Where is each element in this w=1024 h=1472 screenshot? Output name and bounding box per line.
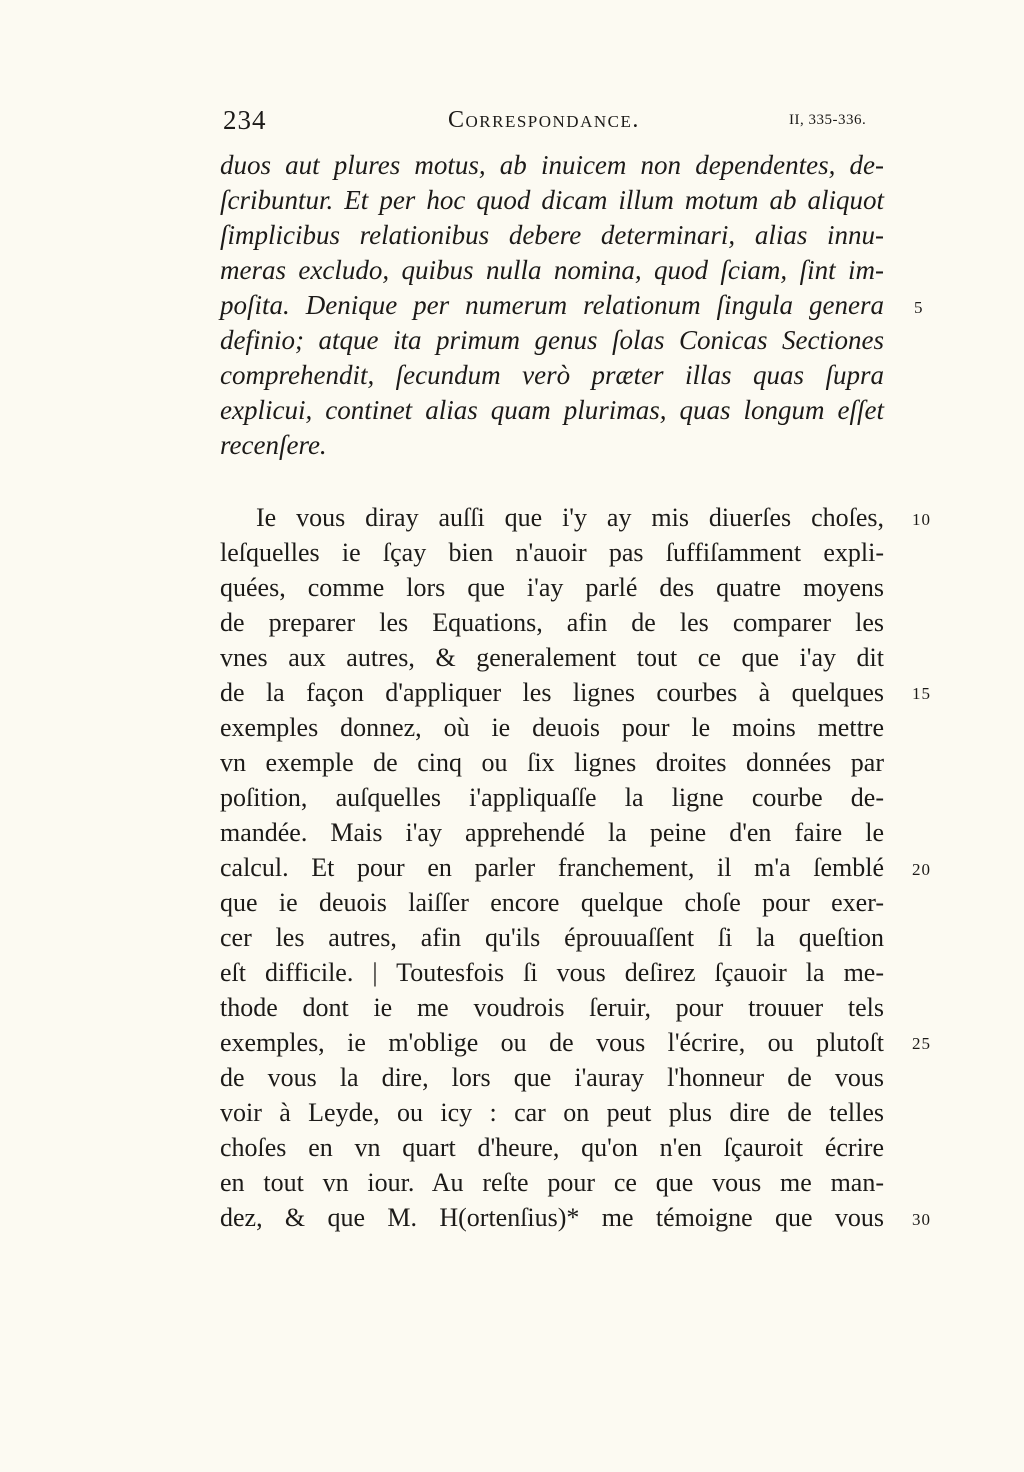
text-line: poſition, auſquelles i'appliquaſſe la ligne courbe de- xyxy=(220,783,884,812)
text-line: vnes aux autres, & generalement tout ce que i'ay dit xyxy=(220,643,884,672)
text-line: ſcribuntur. Et per hoc quod dicam illum motum ab aliquot xyxy=(220,185,884,215)
text-line: Ie vous diray auſſi que i'y ay mis diuerſes choſes, xyxy=(256,503,884,532)
text-line: calcul. Et pour en parler franchement, il m'a ſemblé xyxy=(220,853,884,882)
line-number: 25 xyxy=(912,1034,931,1053)
text-line: cer les autres, afin qu'ils éprouuaſſent ſi la queſtion xyxy=(220,923,884,952)
text-line: de preparer les Equations, afin de les comparer les xyxy=(220,608,884,637)
text-line: que ie deuois laiſſer encore quelque choſe pour exer- xyxy=(220,888,884,917)
text-line: vn exemple de cinq ou ſix lignes droites données par xyxy=(220,748,884,777)
text-line: de vous la dire, lors que i'auray l'honneur de vous xyxy=(220,1063,884,1092)
text-line: mandée. Mais i'ay apprehendé la peine d'en faire le xyxy=(220,818,884,847)
text-line: definio; atque ita primum genus ſolas Conicas Sectiones xyxy=(220,325,884,355)
text-line: duos aut plures motus, ab inuicem non dependentes, de- xyxy=(220,150,884,180)
text-line: leſquelles ie ſçay bien n'auoir pas ſuffiſamment expli- xyxy=(220,538,884,567)
line-number: 30 xyxy=(912,1210,931,1229)
text-line: eſt difficile. | Toutesfois ſi vous deſirez ſçauoir la me- xyxy=(220,958,884,987)
text-line: ſimplicibus relationibus debere determinari, alias innu- xyxy=(220,220,884,250)
text-line: de la façon d'appliquer les lignes courbes à quelques xyxy=(220,678,884,707)
line-number: 5 xyxy=(914,298,924,317)
text-line: exemples donnez, où ie deuois pour le moins mettre xyxy=(220,713,884,742)
page-number: 234 xyxy=(223,105,267,135)
text-line: meras excludo, quibus nulla nomina, quod ſciam, ſint im- xyxy=(220,255,884,285)
line-number: 15 xyxy=(912,684,931,703)
french-paragraph xyxy=(220,500,884,1235)
text-line: voir à Leyde, ou icy : car on peut plus dire de telles xyxy=(220,1098,884,1127)
latin-paragraph xyxy=(220,148,884,463)
text-line: poſita. Denique per numerum relationum ſingula genera xyxy=(220,290,884,320)
text-line: recenſere. xyxy=(220,430,327,460)
running-title: Correspondance. xyxy=(448,107,640,133)
line-number: 20 xyxy=(912,860,931,879)
text-line: explicui, continet alias quam plurimas, quas longum eſſet xyxy=(220,395,884,425)
text-line: exemples, ie m'oblige ou de vous l'écrire, ou plutoſt xyxy=(220,1028,884,1057)
text-line: thode dont ie me voudrois ſeruir, pour trouuer tels xyxy=(220,993,884,1022)
line-number: 10 xyxy=(912,510,931,529)
text-line: comprehendit, ſecundum verò præter illas quas ſupra xyxy=(220,360,884,390)
text-line: en tout vn iour. Au reſte pour ce que vous me man- xyxy=(220,1168,884,1197)
text-line: dez, & que M. H(ortenſius)* me témoigne que vous xyxy=(220,1203,884,1232)
text-line: quées, comme lors que i'ay parlé des quatre moyens xyxy=(220,573,884,602)
column-reference: II, 335-336. xyxy=(789,112,867,128)
text-line: choſes en vn quart d'heure, qu'on n'en ſçauroit écrire xyxy=(220,1133,884,1162)
